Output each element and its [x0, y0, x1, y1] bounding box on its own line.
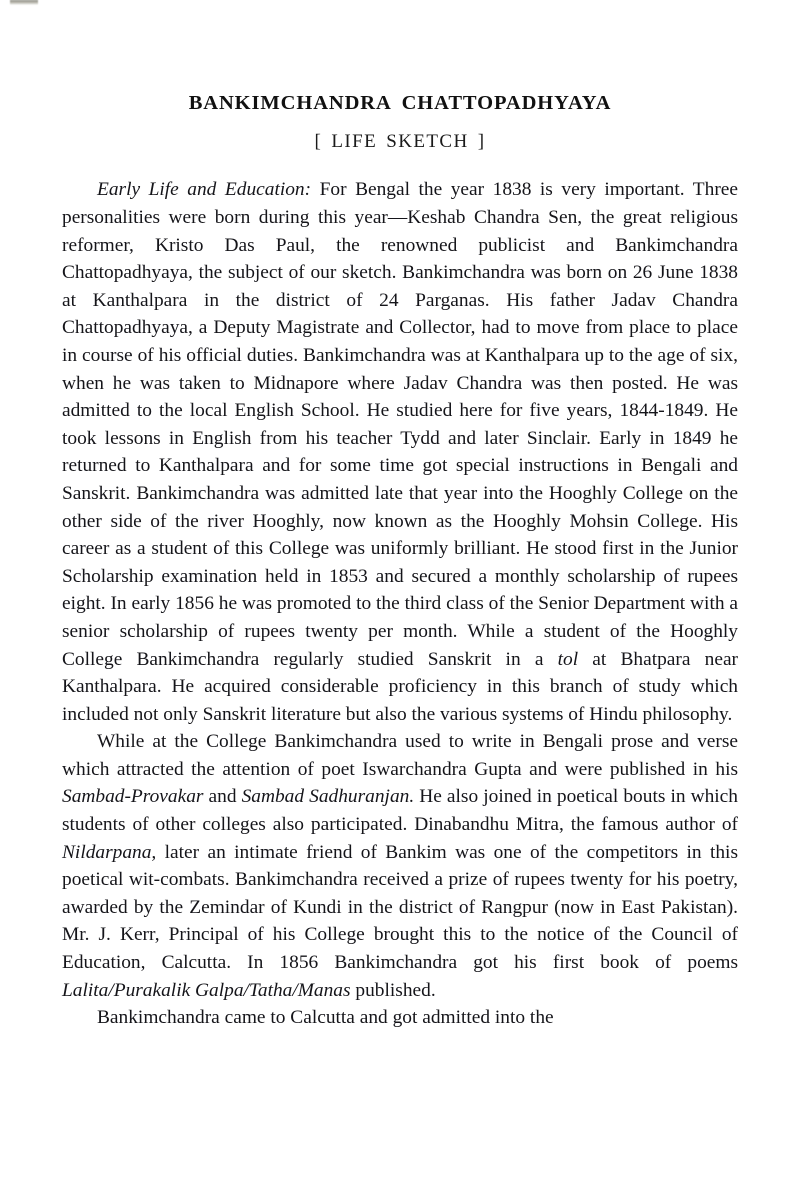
paragraph-1-lead-in: Early Life and Education: — [97, 179, 312, 201]
paragraph-2-text-a: While at the College Bankimchandra used to write in Bengali prose and verse which attracted the attention of poet Iswarchandra Gupta and were published in his — [62, 731, 738, 780]
paragraph-1 — [62, 176, 738, 728]
paragraph-2-italic-sambad-provakar: Sambad-Provakar — [62, 786, 204, 808]
paragraph-2-text-e: He also joined in poetical bouts in which students of other colleges also participated. Dinabandhu Mitra, the famous author of — [62, 786, 738, 836]
paragraph-3-text-a: Bankimchandra came to Calcutta and got admitted into the — [97, 1007, 554, 1029]
paragraph-3 — [62, 1004, 738, 1032]
paragraph-1-text-c: at Bhatpara near Kanthalpara. He acquired considerable proficiency in this branch of study which included not only Sanskrit literature but also the various systems of Hindu philosophy. — [62, 648, 739, 725]
body-text — [62, 152, 738, 1031]
paragraph-1-italic-tol: tol — [557, 648, 579, 670]
page-title: BANKIMCHANDRA CHATTOPADHYAYA — [188, 92, 612, 114]
paragraph-2-italic-sambad-sadhuranjan: Sambad Sadhuranjan. — [241, 786, 415, 808]
page-content — [62, 0, 738, 1032]
paragraph-2-italic-nildarpana: Nildarpana, — [62, 841, 157, 863]
scan-artifact — [10, 0, 38, 5]
paragraph-2-italic-lalita-purakalik: Lalita/Purakalik Galpa/Tatha/Manas — [62, 979, 351, 1001]
paragraph-2 — [62, 728, 738, 1004]
paragraph-2-text-i: published. — [350, 979, 436, 1001]
paragraph-2-text-g: later an intimate friend of Bankim was one of the competitors in this poetical wit-combats. Bankimchandra received a prize of rupees twenty for his poetry, awarded by the Zemindar of Kundi in the district of Rangpur (now in East Pakistan). Mr. J. Kerr, Principal of his College brought this to the notice of the Council of Education, Calcutta. In 1856 Bankimchandra got his first book of poems — [62, 841, 738, 974]
paragraph-2-text-c: and — [203, 786, 242, 808]
page-subtitle: [ LIFE SKETCH ] — [314, 130, 486, 152]
paragraph-1-text-a: For Bengal the year 1838 is very important. Three personalities were born during this year—Keshab Chandra Sen, the great religious reformer, Kristo Das Paul, the renowned publicist and Bankimchandra Chattopadhyaya, the subject of our sketch. Bankimchandra was born on 26 June 1838 at Kanthalpara in the district of 24 Parganas. His father Jadav Chandra Chattopadhyaya, a Deputy Magistrate and Collector, had to move from place to place in course of his official duties. Bankimchandra was at Kanthalpara up to the age of six, when he was taken to Midnapore where Jadav Chandra was then posted. He was admitted to the local English School. He studied here for five years, 1844-1849. He took lessons in English from his teacher Tydd and later Sinclair. Early in 1849 he returned to Kanthalpara and for some time got special instructions in Bengali and Sanskrit. Bankimchandra was admitted late that year into the Hooghly College on the other side of the river Hooghly, now known as the Hooghly Mohsin College. His career as a student of this College was uniformly brilliant. He stood first in the Junior Scholarship examination held in 1853 and secured a monthly scholarship of rupees eight. In early 1856 he was promoted to the third class of the Senior Department with a senior scholarship of rupees twenty per month. While a student of the Hooghly College Bankimchandra regularly studied Sanskrit in a — [62, 179, 738, 670]
